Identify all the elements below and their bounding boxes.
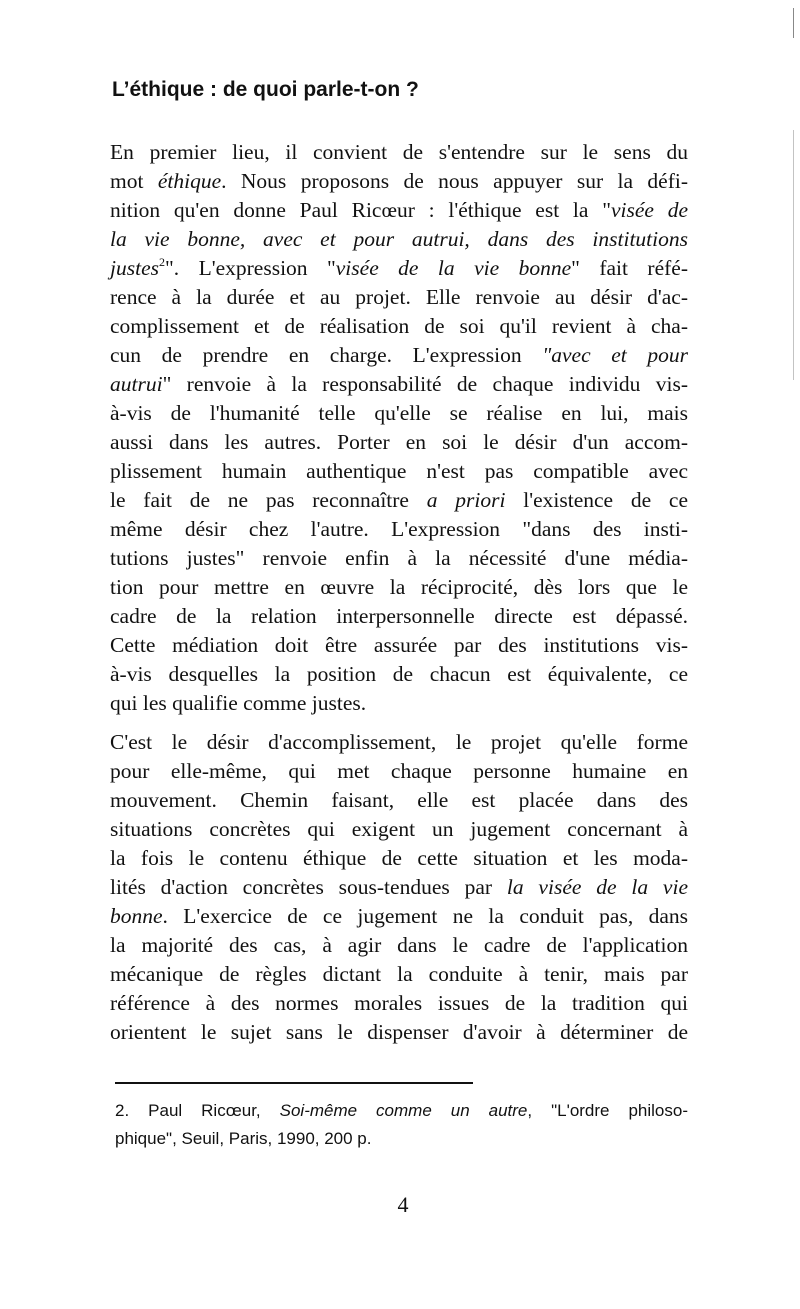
text-line <box>110 844 688 873</box>
text-segment: , "L'ordre philoso- <box>527 1101 689 1120</box>
italic-text: éthique <box>157 169 222 193</box>
text-line <box>110 786 688 815</box>
text-segment: à-vis de l'humanité telle qu'elle se réalise en lui, mais <box>110 401 688 425</box>
text-line <box>110 689 688 718</box>
text-segment: cun de prendre en charge. L'expression <box>110 343 543 367</box>
text-segment: rence à la durée et au projet. Elle renvoie au désir d'ac- <box>110 285 688 309</box>
text-line <box>110 873 688 902</box>
text-line <box>110 602 688 631</box>
text-line <box>110 815 688 844</box>
text-line <box>115 1097 688 1125</box>
footnote-separator <box>115 1082 473 1084</box>
text-line <box>110 138 688 167</box>
text-segment: Cette médiation doit être assurée par des institutions vis- <box>110 633 688 657</box>
text-segment: tutions justes" renvoie enfin à la nécessité d'une média- <box>110 546 688 570</box>
text-line <box>110 341 688 370</box>
text-line <box>110 167 688 196</box>
italic-text: Soi-même comme un autre <box>279 1101 528 1120</box>
text-line <box>110 312 688 341</box>
italic-text: "avec et pour <box>542 343 688 367</box>
text-line <box>110 428 688 457</box>
text-segment: qui les qualifie comme justes. <box>110 691 367 715</box>
italic-text: justes <box>110 256 159 280</box>
text-segment: 2. Paul Ricœur, <box>115 1101 280 1120</box>
text-segment: orientent le sujet sans le dispenser d'avoir à déterminer de <box>110 1020 688 1044</box>
text-segment: référence à des normes morales issues de la tradition qui <box>110 991 688 1015</box>
text-line <box>110 931 688 960</box>
text-line <box>110 960 688 989</box>
text-segment: pour elle-même, qui met chaque personne humaine en <box>110 759 688 783</box>
text-segment: le fait de ne pas reconnaître <box>110 488 427 512</box>
text-line <box>110 370 688 399</box>
text-segment: complissement et de réalisation de soi qu'il revient à cha- <box>110 314 688 338</box>
text-line <box>110 631 688 660</box>
italic-text: autrui <box>110 372 163 396</box>
text-line <box>110 196 688 225</box>
text-line <box>110 1018 688 1047</box>
text-segment: . Nous proposons de nous appuyer sur la défi- <box>221 169 688 193</box>
text-segment: . L'exercice de ce jugement ne la conduit pas, dans <box>162 904 688 928</box>
text-segment: la majorité des cas, à agir dans le cadre de l'application <box>110 933 688 957</box>
italic-text: bonne <box>110 904 163 928</box>
italic-text: la visée de la vie <box>506 875 688 899</box>
page-number: 4 <box>397 1192 409 1217</box>
text-line <box>110 254 688 283</box>
text-segment: mot <box>110 169 158 193</box>
footnote-reference: 2 <box>158 255 165 269</box>
text-segment: la fois le contenu éthique de cette situation et les moda- <box>110 846 688 870</box>
scan-edge-mark <box>793 8 794 38</box>
text-line <box>110 573 688 602</box>
text-line <box>115 1125 688 1153</box>
text-segment: l'existence de ce <box>505 488 688 512</box>
text-line <box>110 515 688 544</box>
italic-text: visée de <box>610 198 688 222</box>
text-segment: mouvement. Chemin faisant, elle est placée dans des <box>110 788 688 812</box>
italic-text: visée de la vie bonne <box>335 256 572 280</box>
text-segment: ". L'expression " <box>164 256 336 280</box>
text-line <box>110 457 688 486</box>
text-line <box>110 225 688 254</box>
scan-edge-mark <box>793 130 794 380</box>
text-segment: même désir chez l'autre. L'expression "dans des insti- <box>110 517 688 541</box>
text-segment: situations concrètes qui exigent un jugement concernant à <box>110 817 688 841</box>
text-line <box>110 399 688 428</box>
text-line <box>110 283 688 312</box>
text-segment: mécanique de règles dictant la conduite à tenir, mais par <box>110 962 688 986</box>
text-segment: phique", Seuil, Paris, 1990, 200 p. <box>115 1129 372 1148</box>
italic-text: la vie bonne, avec et pour autrui, dans des institutions <box>110 227 688 251</box>
text-line <box>110 728 688 757</box>
text-segment: lités d'action concrètes sous-tendues par <box>110 875 507 899</box>
text-line <box>110 989 688 1018</box>
text-line <box>110 486 688 515</box>
text-segment: En premier lieu, il convient de s'entendre sur le sens du <box>110 140 688 164</box>
text-line <box>110 902 688 931</box>
text-segment: à-vis desquelles la position de chacun est équivalente, ce <box>110 662 688 686</box>
text-segment: C'est le désir d'accomplissement, le projet qu'elle forme <box>110 730 688 754</box>
section-heading: L’éthique : de quoi parle-t-on ? <box>112 78 419 101</box>
footnote <box>115 1097 688 1153</box>
text-segment: tion pour mettre en œuvre la réciprocité, dès lors que le <box>110 575 688 599</box>
text-segment: plissement humain authentique n'est pas compatible avec <box>110 459 688 483</box>
text-segment: nition qu'en donne Paul Ricœur : l'éthique est la " <box>110 198 611 222</box>
text-segment: " renvoie à la responsabilité de chaque individu vis- <box>162 372 688 396</box>
text-segment: " fait réfé- <box>571 256 688 280</box>
text-line <box>110 757 688 786</box>
text-line <box>110 544 688 573</box>
paragraph-2 <box>110 728 688 1047</box>
text-segment: cadre de la relation interpersonnelle directe est dépassé. <box>110 604 688 628</box>
paragraph-1 <box>110 138 688 718</box>
text-segment: aussi dans les autres. Porter en soi le désir d'un accom- <box>110 430 688 454</box>
italic-text: a priori <box>426 488 506 512</box>
text-line <box>110 660 688 689</box>
